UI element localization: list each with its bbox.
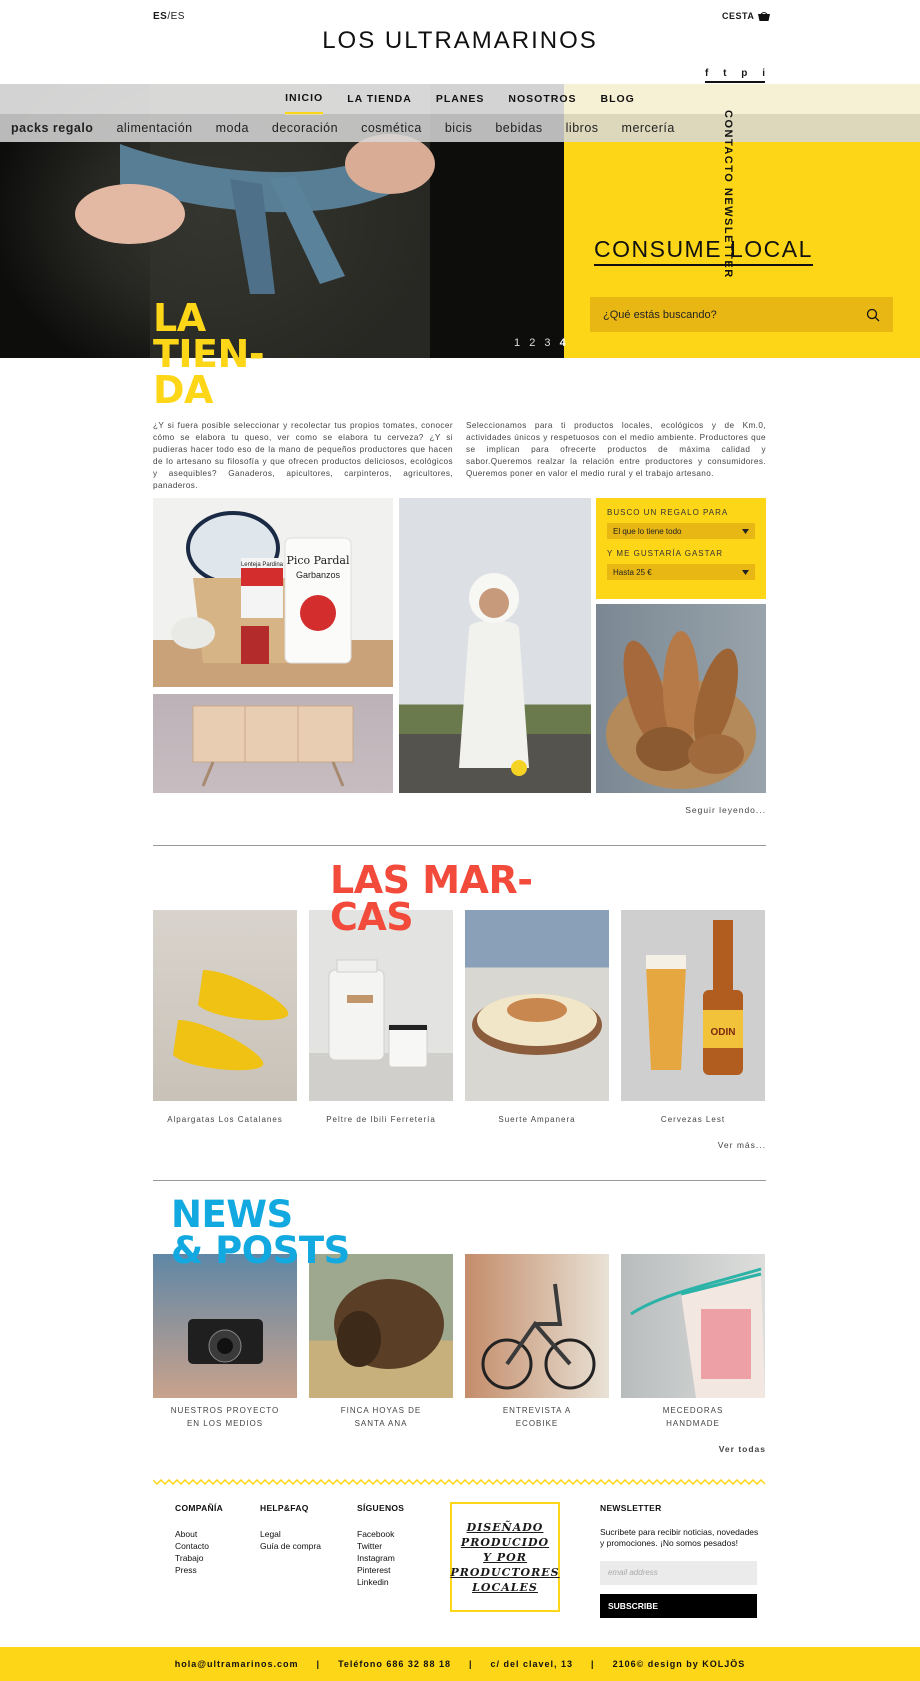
- post-caption-line: HANDMADE: [666, 1419, 720, 1428]
- read-more-link[interactable]: Seguir leyendo...: [685, 805, 766, 815]
- site-logo[interactable]: LOS ULTRAMARINOS: [322, 27, 598, 54]
- bottom-contact-bar: [0, 1647, 920, 1681]
- newsletter-title: NEWSLETTER: [600, 1503, 662, 1513]
- search-icon[interactable]: [866, 308, 880, 322]
- category-packs-regalo[interactable]: packs regalo: [11, 121, 94, 135]
- post-caption-line: ENTREVISTA A: [502, 1406, 572, 1415]
- subscribe-button[interactable]: SUBSCRIBE: [600, 1594, 757, 1618]
- footer-company-title: COMPAÑÍA: [175, 1503, 224, 1513]
- nav-inicio[interactable]: INICIO: [285, 84, 323, 115]
- slide-dot[interactable]: 3: [544, 337, 554, 349]
- chevron-down-icon: [742, 529, 749, 534]
- footer-link[interactable]: Twitter: [357, 1541, 383, 1551]
- gift-budget-select[interactable]: [607, 564, 755, 580]
- marcas-heading: [330, 858, 533, 939]
- see-all-posts-link[interactable]: Ver todas: [718, 1444, 766, 1454]
- gift-finder: [596, 498, 766, 599]
- category-cosmetica[interactable]: cosmética: [361, 121, 422, 135]
- tile-furniture[interactable]: [153, 694, 393, 793]
- bag-product: Garbanzos: [295, 570, 341, 580]
- slide-dot-active[interactable]: 4: [559, 337, 569, 349]
- post-image-bison[interactable]: [309, 1254, 453, 1398]
- footer-link[interactable]: Instagram: [357, 1553, 395, 1563]
- post-image-rocking-chair[interactable]: [621, 1254, 765, 1398]
- brand-image-cervezas[interactable]: [621, 910, 765, 1101]
- newsletter-email-input[interactable]: email address: [600, 1561, 757, 1585]
- main-nav: [0, 84, 920, 114]
- post-caption[interactable]: [465, 1404, 609, 1430]
- badge-line: LOCALES: [472, 1580, 538, 1594]
- post-caption-line: EN LOS MEDIOS: [186, 1419, 264, 1428]
- nav-la-tienda[interactable]: LA TIENDA: [347, 93, 412, 105]
- nav-planes[interactable]: PLANES: [435, 93, 485, 105]
- lang-other[interactable]: /ES: [167, 11, 185, 22]
- brand-caption[interactable]: Peltre de Ibili Ferretería: [326, 1115, 436, 1124]
- post-image-camera[interactable]: [153, 1254, 297, 1398]
- footer-company-list: [175, 1528, 209, 1576]
- footer-link[interactable]: Press: [175, 1565, 197, 1575]
- badge-line: PRODUCIDO: [460, 1535, 550, 1549]
- footer-link[interactable]: About: [175, 1529, 198, 1539]
- tienda-heading-line: DA: [153, 368, 213, 412]
- separator: |: [591, 1659, 595, 1669]
- footer-link[interactable]: Guía de compra: [260, 1541, 321, 1551]
- post-caption-line: FINCA HOYAS DE: [340, 1406, 422, 1415]
- search-input[interactable]: ¿Qué estás buscando?: [603, 308, 717, 321]
- basket-icon: [758, 12, 770, 21]
- footer-link[interactable]: Contacto: [175, 1541, 210, 1551]
- post-caption[interactable]: [621, 1404, 765, 1430]
- footer-link[interactable]: Trabajo: [175, 1553, 204, 1563]
- footer-follow-list: [357, 1528, 395, 1588]
- badge-text: [450, 1520, 559, 1595]
- category-bicis[interactable]: bicis: [444, 121, 473, 135]
- marcas-heading-line: LAS MAR-: [330, 858, 533, 902]
- post-caption-line: NUESTROS PROYECTO: [170, 1406, 280, 1415]
- category-moda[interactable]: moda: [215, 121, 249, 135]
- bag-brand: Pico Pardal: [286, 554, 350, 567]
- post-caption-line: SANTA ANA: [354, 1419, 408, 1428]
- gift-budget-value: Hasta 25 €: [613, 567, 652, 577]
- post-caption[interactable]: [153, 1404, 297, 1430]
- footer-help-title: HELP&FAQ: [260, 1503, 309, 1513]
- news-heading-line: & POSTS: [171, 1229, 350, 1272]
- slide-dot[interactable]: 2: [529, 337, 539, 349]
- newsletter-link[interactable]: NEWSLETTER: [722, 187, 734, 279]
- category-decoracion[interactable]: decoración: [271, 121, 339, 135]
- badge-line: DISEÑADO: [466, 1520, 544, 1534]
- cart-label: CESTA: [722, 11, 755, 21]
- footer-link[interactable]: Legal: [260, 1529, 281, 1539]
- search-box[interactable]: [590, 297, 893, 332]
- language-switcher[interactable]: [153, 11, 185, 22]
- post-image-bike[interactable]: [465, 1254, 609, 1398]
- local-producers-badge: [450, 1502, 560, 1612]
- slide-dot[interactable]: 1: [514, 337, 524, 349]
- pinterest-icon[interactable]: p: [741, 68, 748, 79]
- gift-recipient-value: El que lo tiene todo: [613, 526, 682, 536]
- post-caption-line: ECOBIKE: [515, 1419, 559, 1428]
- contact-phone[interactable]: Teléfono 686 32 88 18: [338, 1659, 451, 1669]
- brand-image-queso[interactable]: [465, 910, 609, 1101]
- tienda-heading: [153, 296, 265, 412]
- intro-text-right: Seleccionamos para ti productos locales, ecológicos y de Km.0, actividades únicos y respetuosos con el medio ambiente. Productores que se implican para ofrecerte productos de máxima calidad y sabor.Queremos realzar la relación entre productores y consumidores. Queremos poner en valor el medio rural y el trabajo artesano.: [466, 421, 766, 478]
- newsletter-text: Sucribete para recibir noticias, novedades y promociones. ¡No somos pesados!: [600, 1527, 759, 1548]
- gift-recipient-select[interactable]: [607, 523, 755, 539]
- footer-link[interactable]: Facebook: [357, 1529, 395, 1539]
- contacto-link[interactable]: CONTACTO: [722, 110, 734, 184]
- tile-bread[interactable]: [596, 604, 766, 793]
- cart-button[interactable]: [722, 11, 770, 21]
- category-alimentacion[interactable]: alimentación: [116, 121, 193, 135]
- badge-line: Y POR: [483, 1550, 527, 1564]
- post-caption[interactable]: [309, 1404, 453, 1430]
- footer-follow-title: SÍGUENOS: [357, 1503, 405, 1513]
- brand-image-alpargatas[interactable]: [153, 910, 297, 1101]
- category-libros[interactable]: libros: [565, 121, 599, 135]
- lang-active[interactable]: ES: [153, 11, 168, 22]
- tile-beekeeper[interactable]: [399, 498, 591, 793]
- brand-caption[interactable]: Alpargatas Los Catalanes: [167, 1115, 283, 1124]
- slider-pagination: [514, 337, 569, 349]
- category-nav: [0, 114, 920, 142]
- bag2-label: Lenteja Pardina: [240, 562, 284, 568]
- zigzag-divider: [153, 1479, 766, 1485]
- news-heading: [171, 1193, 350, 1272]
- separator: |: [316, 1659, 321, 1669]
- twitter-icon[interactable]: t: [723, 68, 727, 79]
- badge-line: PRODUCTORES: [450, 1565, 560, 1579]
- separator: |: [468, 1659, 473, 1669]
- social-links: [705, 68, 765, 83]
- contact-email[interactable]: hola@ultramarinos.com: [174, 1659, 299, 1669]
- credits: 2106© design by KOLJÖS: [612, 1659, 746, 1669]
- tienda-heading-line: LA: [153, 296, 206, 340]
- nav-nosotros[interactable]: NOSOTROS: [508, 93, 577, 105]
- footer-link[interactable]: Linkedin: [357, 1577, 389, 1587]
- intro-text-left: ¿Y si fuera posible seleccionar y recolectar tus propios tomates, conocer cómo se elabora tu queso, ver como se elabora tu cerveza? ¿Y si pudieras hacer todo eso de la mano de pequeños productores que hacen de lo artesano su filosofía y que ofrecen productos deliciosos, ecológicos y asequibles? Ganaderos, apicultores, carpinteros, agricultores, panaderos.: [153, 421, 453, 490]
- marcas-heading-line: CAS: [330, 895, 414, 939]
- gift-label-budget: Y ME GUSTARÍA GASTAR: [607, 549, 724, 558]
- nav-blog[interactable]: BLOG: [600, 93, 635, 105]
- tile-garbanzos[interactable]: [153, 498, 393, 687]
- contact-address: c/ del clavel, 13: [490, 1659, 574, 1669]
- category-merceria[interactable]: mercería: [621, 121, 675, 135]
- see-more-brands-link[interactable]: Ver más...: [717, 1140, 766, 1150]
- footer-link[interactable]: Pinterest: [357, 1565, 391, 1575]
- facebook-icon[interactable]: f: [705, 68, 709, 79]
- brand-caption[interactable]: Suerte Ampanera: [498, 1115, 576, 1124]
- beer-label: ODIN: [710, 1027, 736, 1038]
- instagram-icon[interactable]: i: [762, 68, 765, 79]
- footer-help-list: [260, 1528, 321, 1552]
- chevron-down-icon: [742, 570, 749, 575]
- category-bebidas[interactable]: bebidas: [495, 121, 543, 135]
- section-divider: [153, 845, 766, 846]
- tienda-heading-line: TIEN-: [153, 332, 265, 376]
- gift-label-recipient: BUSCO UN REGALO PARA: [607, 508, 729, 517]
- section-divider: [153, 1180, 766, 1181]
- hero-tagline: CONSUME LOCAL: [594, 236, 813, 266]
- brand-caption[interactable]: Cervezas Lest: [660, 1115, 726, 1124]
- post-caption-line: MECEDORAS: [662, 1406, 724, 1415]
- news-heading-line: NEWS: [171, 1193, 293, 1236]
